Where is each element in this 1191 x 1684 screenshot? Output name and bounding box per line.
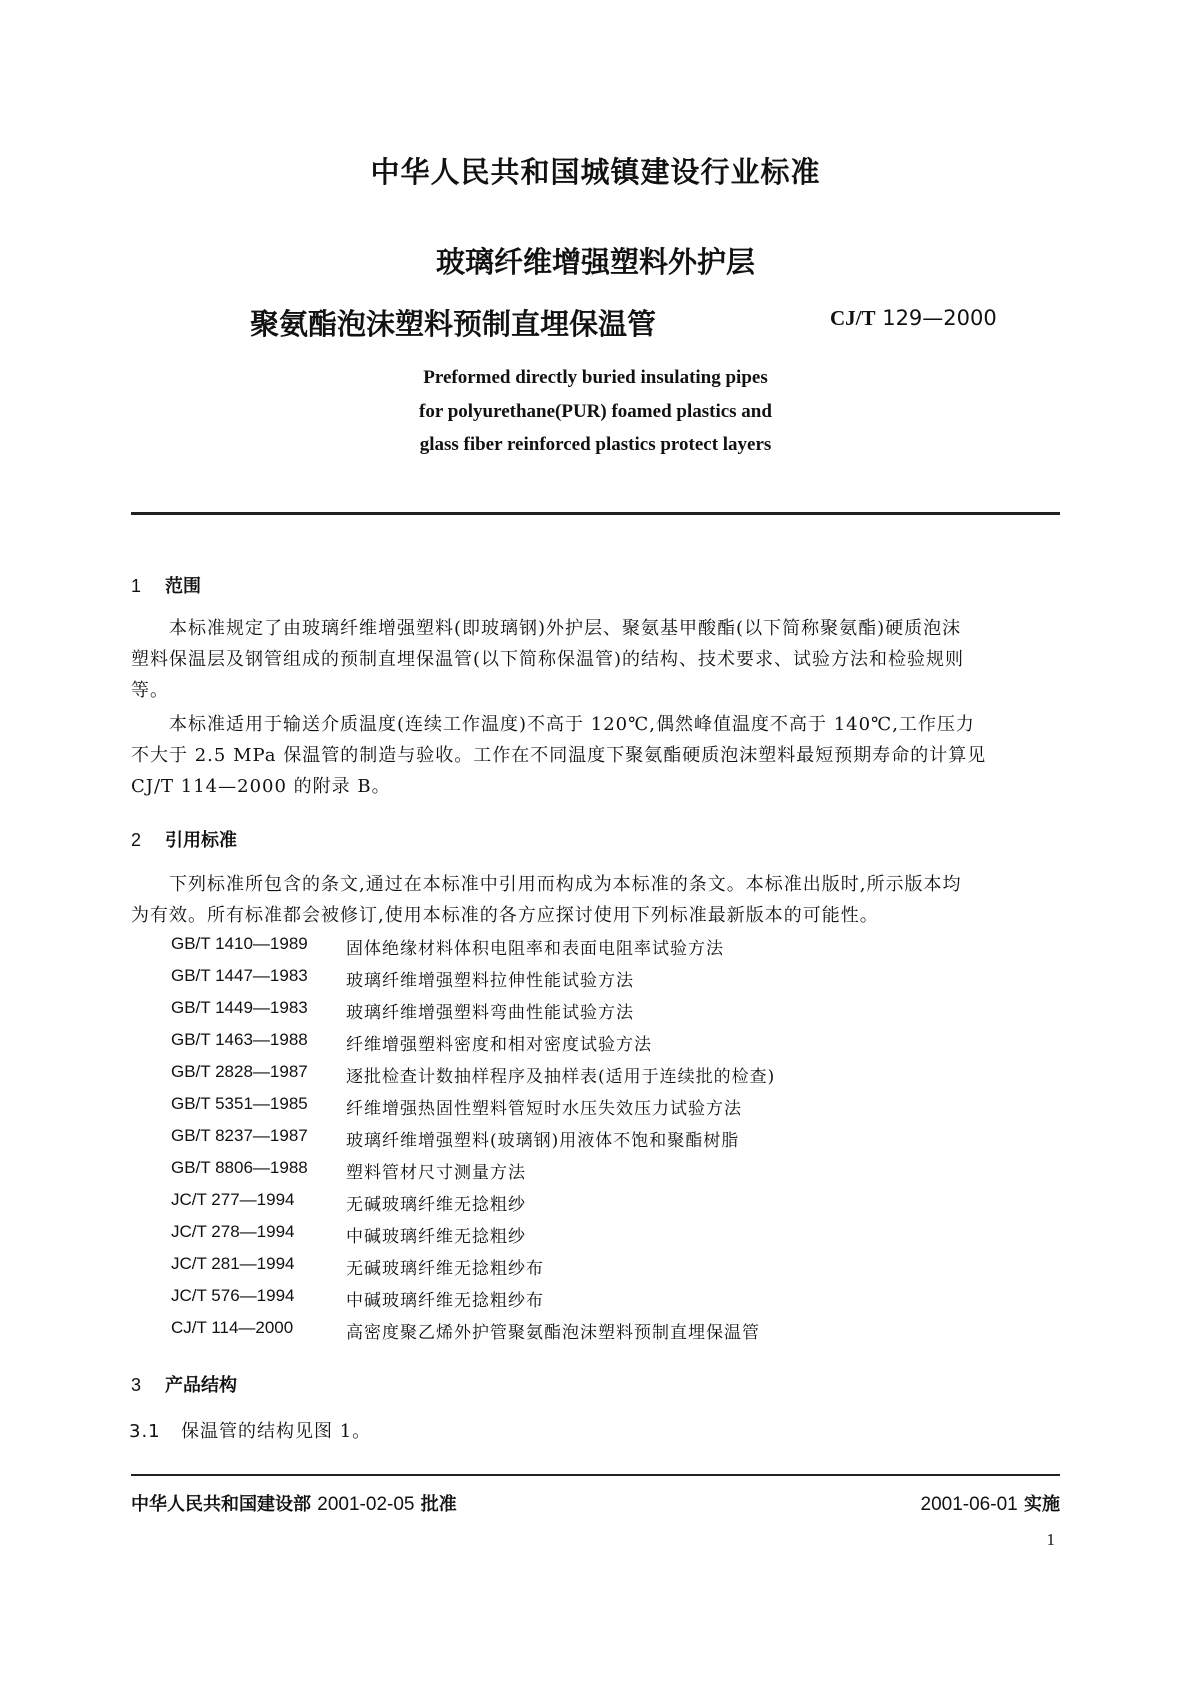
section-3-title: 产品结构: [165, 1375, 237, 1396]
ref-title: 无碱玻璃纤维无捻粗纱布: [346, 1259, 544, 1279]
effective-label: 实施: [1024, 1494, 1060, 1515]
ref-code: CJ/T 114—2000: [171, 1318, 294, 1337]
clause-3-1-text: 保温管的结构见图 1。: [181, 1421, 372, 1442]
header-divider: [131, 512, 1060, 515]
ref-code: GB/T 8237—1987: [171, 1126, 308, 1145]
ref-code: GB/T 5351—1985: [171, 1094, 308, 1113]
ref-title: 纤维增强热固性塑料管短时水压失效压力试验方法: [346, 1099, 742, 1119]
issuing-authority-header: 中华人民共和国城镇建设行业标准: [370, 155, 821, 189]
ref-code: GB/T 1447—1983: [171, 966, 308, 985]
section-3-heading: [131, 1371, 237, 1397]
standard-code: [830, 306, 997, 331]
effective-statement: [921, 1490, 1060, 1516]
ref-title: 固体绝缘材料体积电阻率和表面电阻率试验方法: [346, 939, 724, 959]
ref-title: 玻璃纤维增强塑料拉伸性能试验方法: [346, 971, 634, 991]
section-2-number: 2: [131, 830, 142, 850]
section-3-number: 3: [131, 1375, 142, 1395]
ref-code: GB/T 1449—1983: [171, 998, 308, 1017]
document-title-line-2: 聚氨酯泡沫塑料预制直埋保温管: [250, 307, 657, 341]
section-2-heading: [131, 826, 237, 852]
ref-title: 中碱玻璃纤维无捻粗纱布: [346, 1291, 544, 1311]
section-1-paragraph-2-line-3: CJ/T 114—2000 的附录 B。: [131, 776, 391, 797]
section-1-paragraph-1-line-2: 塑料保温层及钢管组成的预制直埋保温管(以下简称保温管)的结构、技术要求、试验方法和检验规则: [131, 649, 965, 670]
section-1-paragraph-2-line-2: 不大于 2.5 MPa 保温管的制造与验收。工作在不同温度下聚氨酯硬质泡沫塑料最短预期寿命的计算见: [131, 745, 987, 766]
approval-authority: 中华人民共和国建设部: [131, 1494, 311, 1515]
clause-3-1-number: 3.1: [129, 1421, 161, 1442]
english-title-line-2: for polyurethane(PUR) foamed plastics and: [419, 401, 772, 422]
ref-title: 逐批检查计数抽样程序及抽样表(适用于连续批的检查): [346, 1067, 776, 1087]
ref-code: JC/T 281—1994: [171, 1254, 295, 1273]
standard-code-prefix: CJ/T: [830, 306, 876, 330]
section-1-heading: [131, 572, 201, 598]
section-1-title: 范围: [165, 576, 201, 597]
ref-title: 高密度聚乙烯外护管聚氨酯泡沫塑料预制直埋保温管: [346, 1323, 760, 1343]
footer-divider: [131, 1474, 1060, 1476]
ref-code: GB/T 2828—1987: [171, 1062, 308, 1081]
ref-code: GB/T 1410—1989: [171, 934, 308, 953]
ref-code: GB/T 8806—1988: [171, 1158, 308, 1177]
ref-title: 塑料管材尺寸测量方法: [346, 1163, 526, 1183]
ref-title: 玻璃纤维增强塑料(玻璃钢)用液体不饱和聚酯树脂: [346, 1131, 740, 1151]
effective-date: 2001-06-01: [920, 1494, 1018, 1515]
ref-code: JC/T 277—1994: [171, 1190, 295, 1209]
section-1-paragraph-1-line-3: 等。: [131, 680, 169, 701]
english-title-line-3: glass fiber reinforced plastics protect layers: [419, 434, 772, 455]
ref-code: GB/T 1463—1988: [171, 1030, 308, 1049]
ref-title: 无碱玻璃纤维无捻粗纱: [346, 1195, 526, 1215]
document-title-line-1: 玻璃纤维增强塑料外护层: [435, 245, 755, 279]
section-1-paragraph-1-line-1: 本标准规定了由玻璃纤维增强塑料(即玻璃钢)外护层、聚氨基甲酸酯(以下简称聚氨酯)硬质泡沫: [169, 618, 962, 639]
ref-title: 玻璃纤维增强塑料弯曲性能试验方法: [346, 1003, 634, 1023]
ref-code: JC/T 278—1994: [171, 1222, 295, 1241]
ref-code: JC/T 576—1994: [171, 1286, 295, 1305]
english-title-line-1: Preformed directly buried insulating pipes: [423, 367, 768, 388]
section-2-paragraph-line-1: 下列标准所包含的条文,通过在本标准中引用而构成为本标准的条文。本标准出版时,所示版本均: [169, 874, 962, 895]
approval-label: 批准: [420, 1494, 457, 1515]
ref-title: 纤维增强塑料密度和相对密度试验方法: [346, 1035, 652, 1055]
ref-title: 中碱玻璃纤维无捻粗纱: [346, 1227, 526, 1247]
approval-statement: [131, 1490, 457, 1516]
section-2-paragraph-line-2: 为有效。所有标准都会被修订,使用本标准的各方应探讨使用下列标准最新版本的可能性。: [131, 905, 879, 926]
page-number: 1: [1046, 1530, 1055, 1549]
section-1-paragraph-2-line-1: 本标准适用于输送介质温度(连续工作温度)不高于 120℃,偶然峰值温度不高于 140℃,工作压力: [169, 714, 975, 735]
approval-date: 2001-02-05: [317, 1494, 415, 1515]
clause-3-1: [129, 1417, 371, 1443]
section-1-number: 1: [131, 576, 142, 596]
standard-code-number: 129—2000: [882, 306, 997, 330]
section-2-title: 引用标准: [165, 830, 237, 851]
